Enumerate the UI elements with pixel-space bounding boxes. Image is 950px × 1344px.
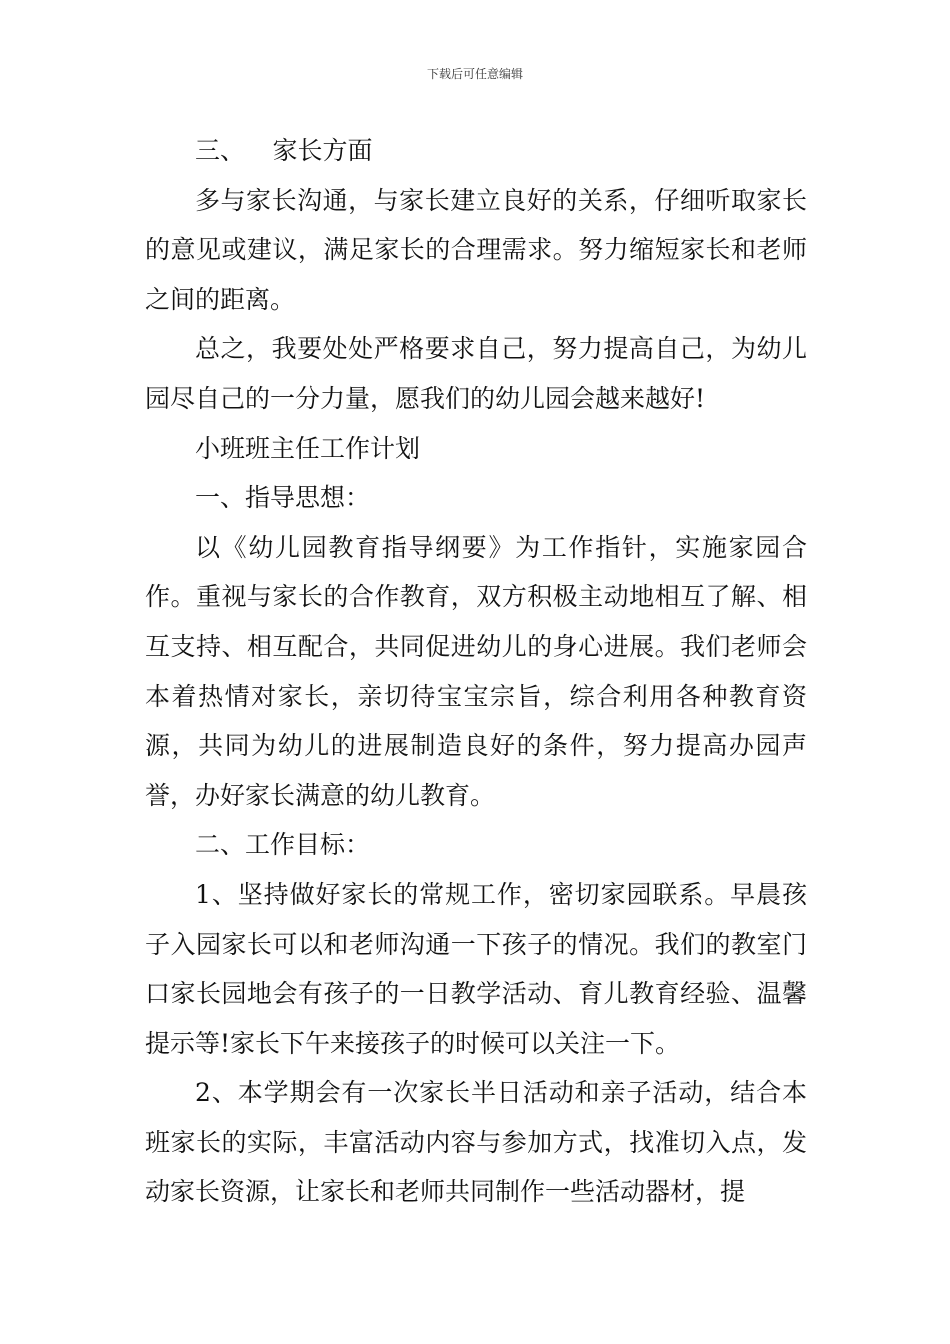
heading-text: 家长方面 [272,136,373,165]
document-body [145,126,807,1217]
page-header: 下载后可任意编辑 [426,67,523,81]
paragraph-goal-1: 1、坚持做好家长的常规工作，密切家园联系。早晨孩子入园家长可以和老师沟通一下孩子的情况。我们的教室门口家长园地会有孩子的一日教学活动、育儿教育经验、温馨提示等!家长下午来接孩子的时候可以关注一下。 [145,879,807,1058]
document-title: 小班班主任工作计划 [195,433,421,463]
heading-number: 三、 [195,136,246,165]
section-heading-guiding-thought: 一、指导思想： [195,483,371,513]
paragraph-conclusion: 总之，我要处处严格要求自己，努力提高自己，为幼儿园尽自己的一分力量，愿我们的幼儿园会越来越好! [145,334,807,413]
paragraph-goal-2: 2、本学期会有一次家长半日活动和亲子活动，结合本班家长的实际，丰富活动内容与参加方式，找准切入点，发动家长资源，让家长和老师共同制作一些活动器材，提 [145,1078,807,1207]
section-heading-parents [145,126,807,176]
paragraph-communication: 多与家长沟通，与家长建立良好的关系，仔细听取家长的意见或建议，满足家长的合理需求。努力缩短家长和老师之间的距离。 [145,185,807,314]
paragraph-guiding-thought: 以《幼儿园教育指导纲要》为工作指针，实施家园合作。重视与家长的合作教育，双方积极主动地相互了解、相互支持、相互配合，共同促进幼儿的身心进展。我们老师会本着热情对家长，亲切待宝宝宗旨，综合利用各种教育资源，共同为幼儿的进展制造良好的条件，努力提高办园声誉，办好家长满意的幼儿教育。 [145,532,807,810]
section-heading-work-goals: 二、工作目标： [195,830,371,860]
